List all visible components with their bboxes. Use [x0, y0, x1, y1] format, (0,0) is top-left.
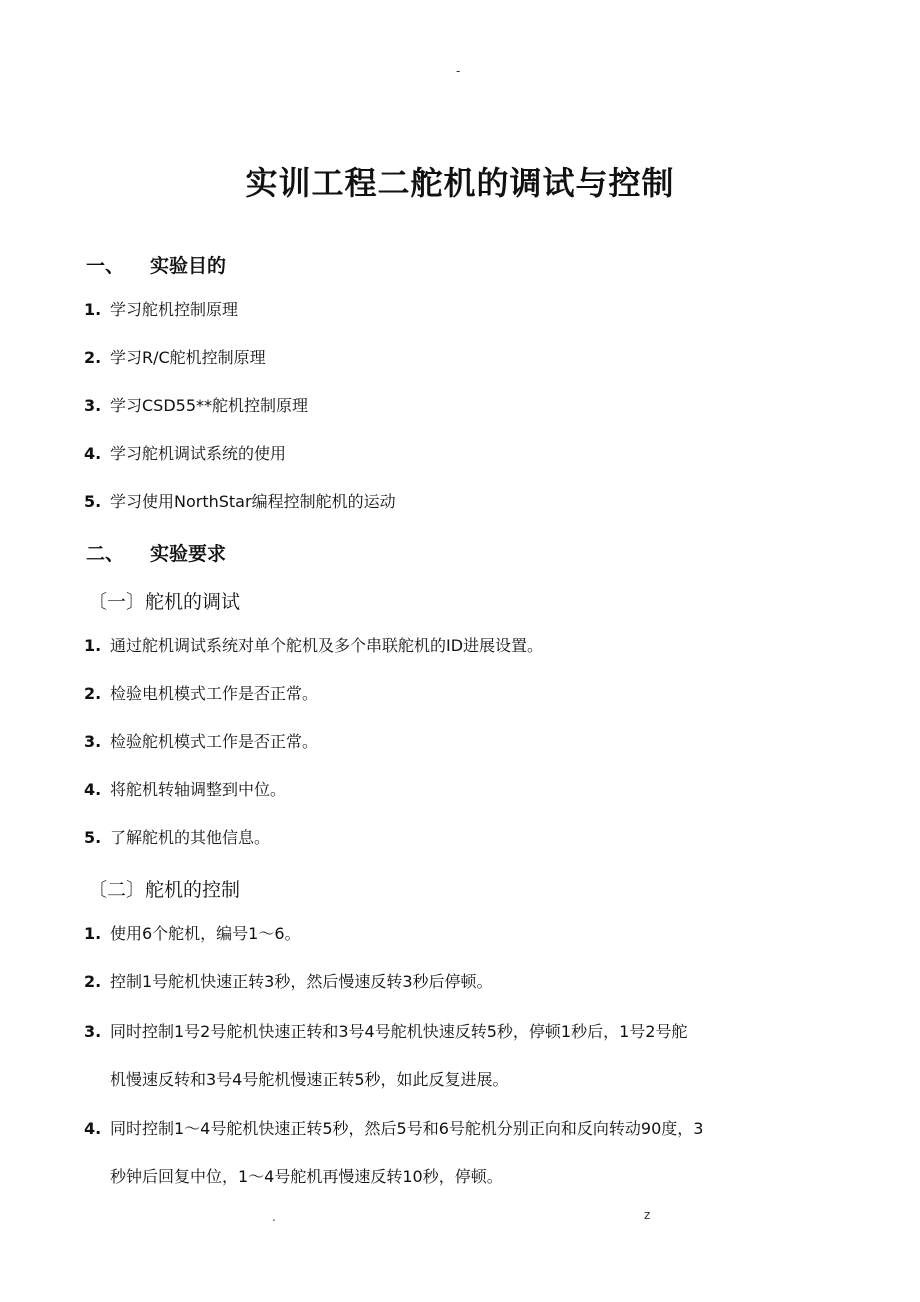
subsection-heading-control: 〔二〕舵机的控制 [88, 879, 241, 901]
list-item [84, 286, 238, 334]
item-text: 学习CSD55**舵机控制原理 [110, 396, 309, 415]
section-number: 二、 [86, 543, 125, 565]
item-number: 1. [84, 636, 102, 655]
document-title: 实训工程二舵机的调试与控制 [245, 164, 675, 202]
list-item [84, 1105, 844, 1201]
list-item [84, 430, 286, 478]
header-mark: - [456, 64, 461, 78]
item-number: 1. [84, 924, 102, 943]
list-item [84, 382, 308, 430]
item-text: 学习舵机调试系统的使用 [110, 444, 287, 463]
item-text: 控制1号舵机快速正转3秒，然后慢速反转3秒后停顿。 [110, 972, 493, 991]
item-text: 学习舵机控制原理 [110, 300, 239, 319]
list-item [84, 622, 543, 670]
list-item [84, 766, 286, 814]
item-number: 5. [84, 492, 102, 511]
list-item [84, 670, 318, 718]
item-number: 2. [84, 348, 102, 367]
list-item [84, 910, 301, 958]
item-number: 2. [84, 684, 102, 703]
list-item [84, 814, 270, 862]
item-text: 检验舵机模式工作是否正常。 [110, 732, 319, 751]
item-text-line2: 机慢速反转和3号4号舵机慢速正转5秒，如此反复进展。 [110, 1070, 509, 1089]
list-item [84, 1008, 844, 1104]
item-number: 3. [84, 396, 102, 415]
item-number: 4. [84, 1119, 102, 1138]
item-text: 学习使用NorthStar编程控制舵机的运动 [110, 492, 396, 511]
item-text: 使用6个舵机，编号1～6。 [110, 924, 301, 943]
section-heading-requirements [86, 539, 226, 566]
item-text: 将舵机转轴调整到中位。 [110, 780, 287, 799]
item-number: 3. [84, 732, 102, 751]
section-number: 一、 [86, 255, 125, 277]
item-text: 了解舵机的其他信息。 [110, 828, 271, 847]
item-text: 通过舵机调试系统对单个舵机及多个串联舵机的ID进展设置。 [110, 636, 544, 655]
section-label: 实验要求 [150, 543, 227, 565]
footer-right-mark: z [644, 1208, 651, 1222]
subsection-heading-debugging: 〔一〕舵机的调试 [88, 591, 241, 613]
list-item [84, 478, 396, 526]
item-number: 2. [84, 972, 102, 991]
item-text-line1: 同时控制1～4号舵机快速正转5秒，然后5号和6号舵机分别正向和反向转动90度，3 [110, 1119, 704, 1138]
item-number: 1. [84, 300, 102, 319]
item-text: 学习R/C舵机控制原理 [110, 348, 266, 367]
item-number: 4. [84, 444, 102, 463]
item-number: 4. [84, 780, 102, 799]
footer-left-mark: . [272, 1210, 276, 1224]
item-number: 3. [84, 1022, 102, 1041]
section-label: 实验目的 [150, 255, 227, 277]
item-text: 检验电机模式工作是否正常。 [110, 684, 319, 703]
list-item [84, 958, 493, 1006]
section-heading-objectives [86, 251, 226, 278]
list-item [84, 334, 266, 382]
item-text-line2: 秒钟后回复中位，1～4号舵机再慢速反转10秒，停顿。 [110, 1167, 503, 1186]
item-text-line1: 同时控制1号2号舵机快速正转和3号4号舵机快速反转5秒，停顿1秒后，1号2号舵 [110, 1022, 688, 1041]
item-number: 5. [84, 828, 102, 847]
list-item [84, 718, 318, 766]
